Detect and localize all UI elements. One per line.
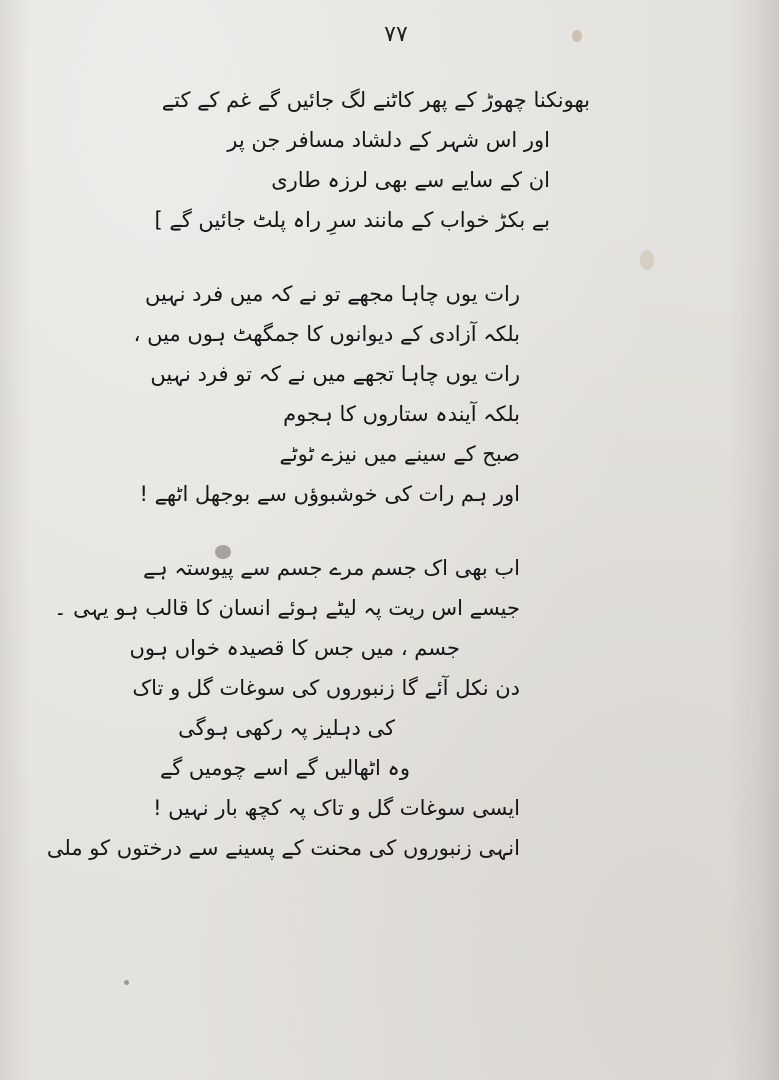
paper-stain <box>640 250 654 270</box>
poem-line: دن نکل آئے گا زنبوروں کی سوغات گل و تاک <box>132 676 520 700</box>
stanza-break <box>150 514 590 548</box>
poem-line: وہ اٹھالیں گے اسے چومیں گے <box>159 756 410 780</box>
page-number: ٧٧ <box>384 22 408 47</box>
paper-stain <box>572 30 582 42</box>
poem-line: بھونکنا چھوڑ کے پھر کاٹنے لگ جائیں گے غم کے کتے <box>161 88 590 112</box>
poem-line: صبح کے سینے میں نیزے ٹوٹے <box>279 442 520 466</box>
poem-body <box>46 80 590 868</box>
page-binding-shadow <box>727 0 779 1080</box>
poem-line: رات یوں چاہا تجھے میں نے کہ تو فرد نہیں <box>150 362 520 386</box>
page-left-shadow <box>0 0 30 1080</box>
stanza-1 <box>150 80 590 240</box>
poem-line: اب بھی اک جسم مرے جسم سے پیوستہ ہے <box>143 556 520 580</box>
stanza-3 <box>46 548 590 868</box>
poem-line: انہی زنبوروں کی محنت کے پسینے سے درختوں کو ملی <box>46 836 520 860</box>
stanza-break <box>150 240 590 274</box>
poem-line: رات یوں چاہا مجھے تو نے کہ میں فرد نہیں <box>145 282 520 306</box>
stanza-2 <box>133 274 590 514</box>
poem-line: بے بکڑ خواب کے مانند سرِ راہ پلٹ جائیں گے ] <box>154 208 550 232</box>
poem-line: بلکہ آیندہ ستاروں کا ہجوم <box>283 402 520 426</box>
poem-line: کی دہلیز پہ رکھی ہوگی <box>178 716 395 740</box>
poem-line: اور ہم رات کی خوشبوؤں سے بوجھل اٹھے ! <box>139 482 520 506</box>
poem-line: ان کے سایے سے بھی لرزہ طاری <box>271 168 550 192</box>
poem-line: بلکہ آزادی کے دیوانوں کا جمگھٹ ہوں میں ، <box>133 322 520 346</box>
poem-line: جیسے اس ریت پہ لیٹے ہوئے انسان کا قالب ہو یہی ۔ <box>54 596 520 620</box>
poem-line: اور اس شہر کے دلشاد مسافر جن پر <box>227 128 550 152</box>
paper-stain <box>124 980 129 985</box>
poem-line: ایسی سوغات گل و تاک پہ کچھ بار نہیں ! <box>153 796 520 820</box>
poem-line: جسم ، میں جس کا قصیدہ خواں ہوں <box>129 636 460 660</box>
